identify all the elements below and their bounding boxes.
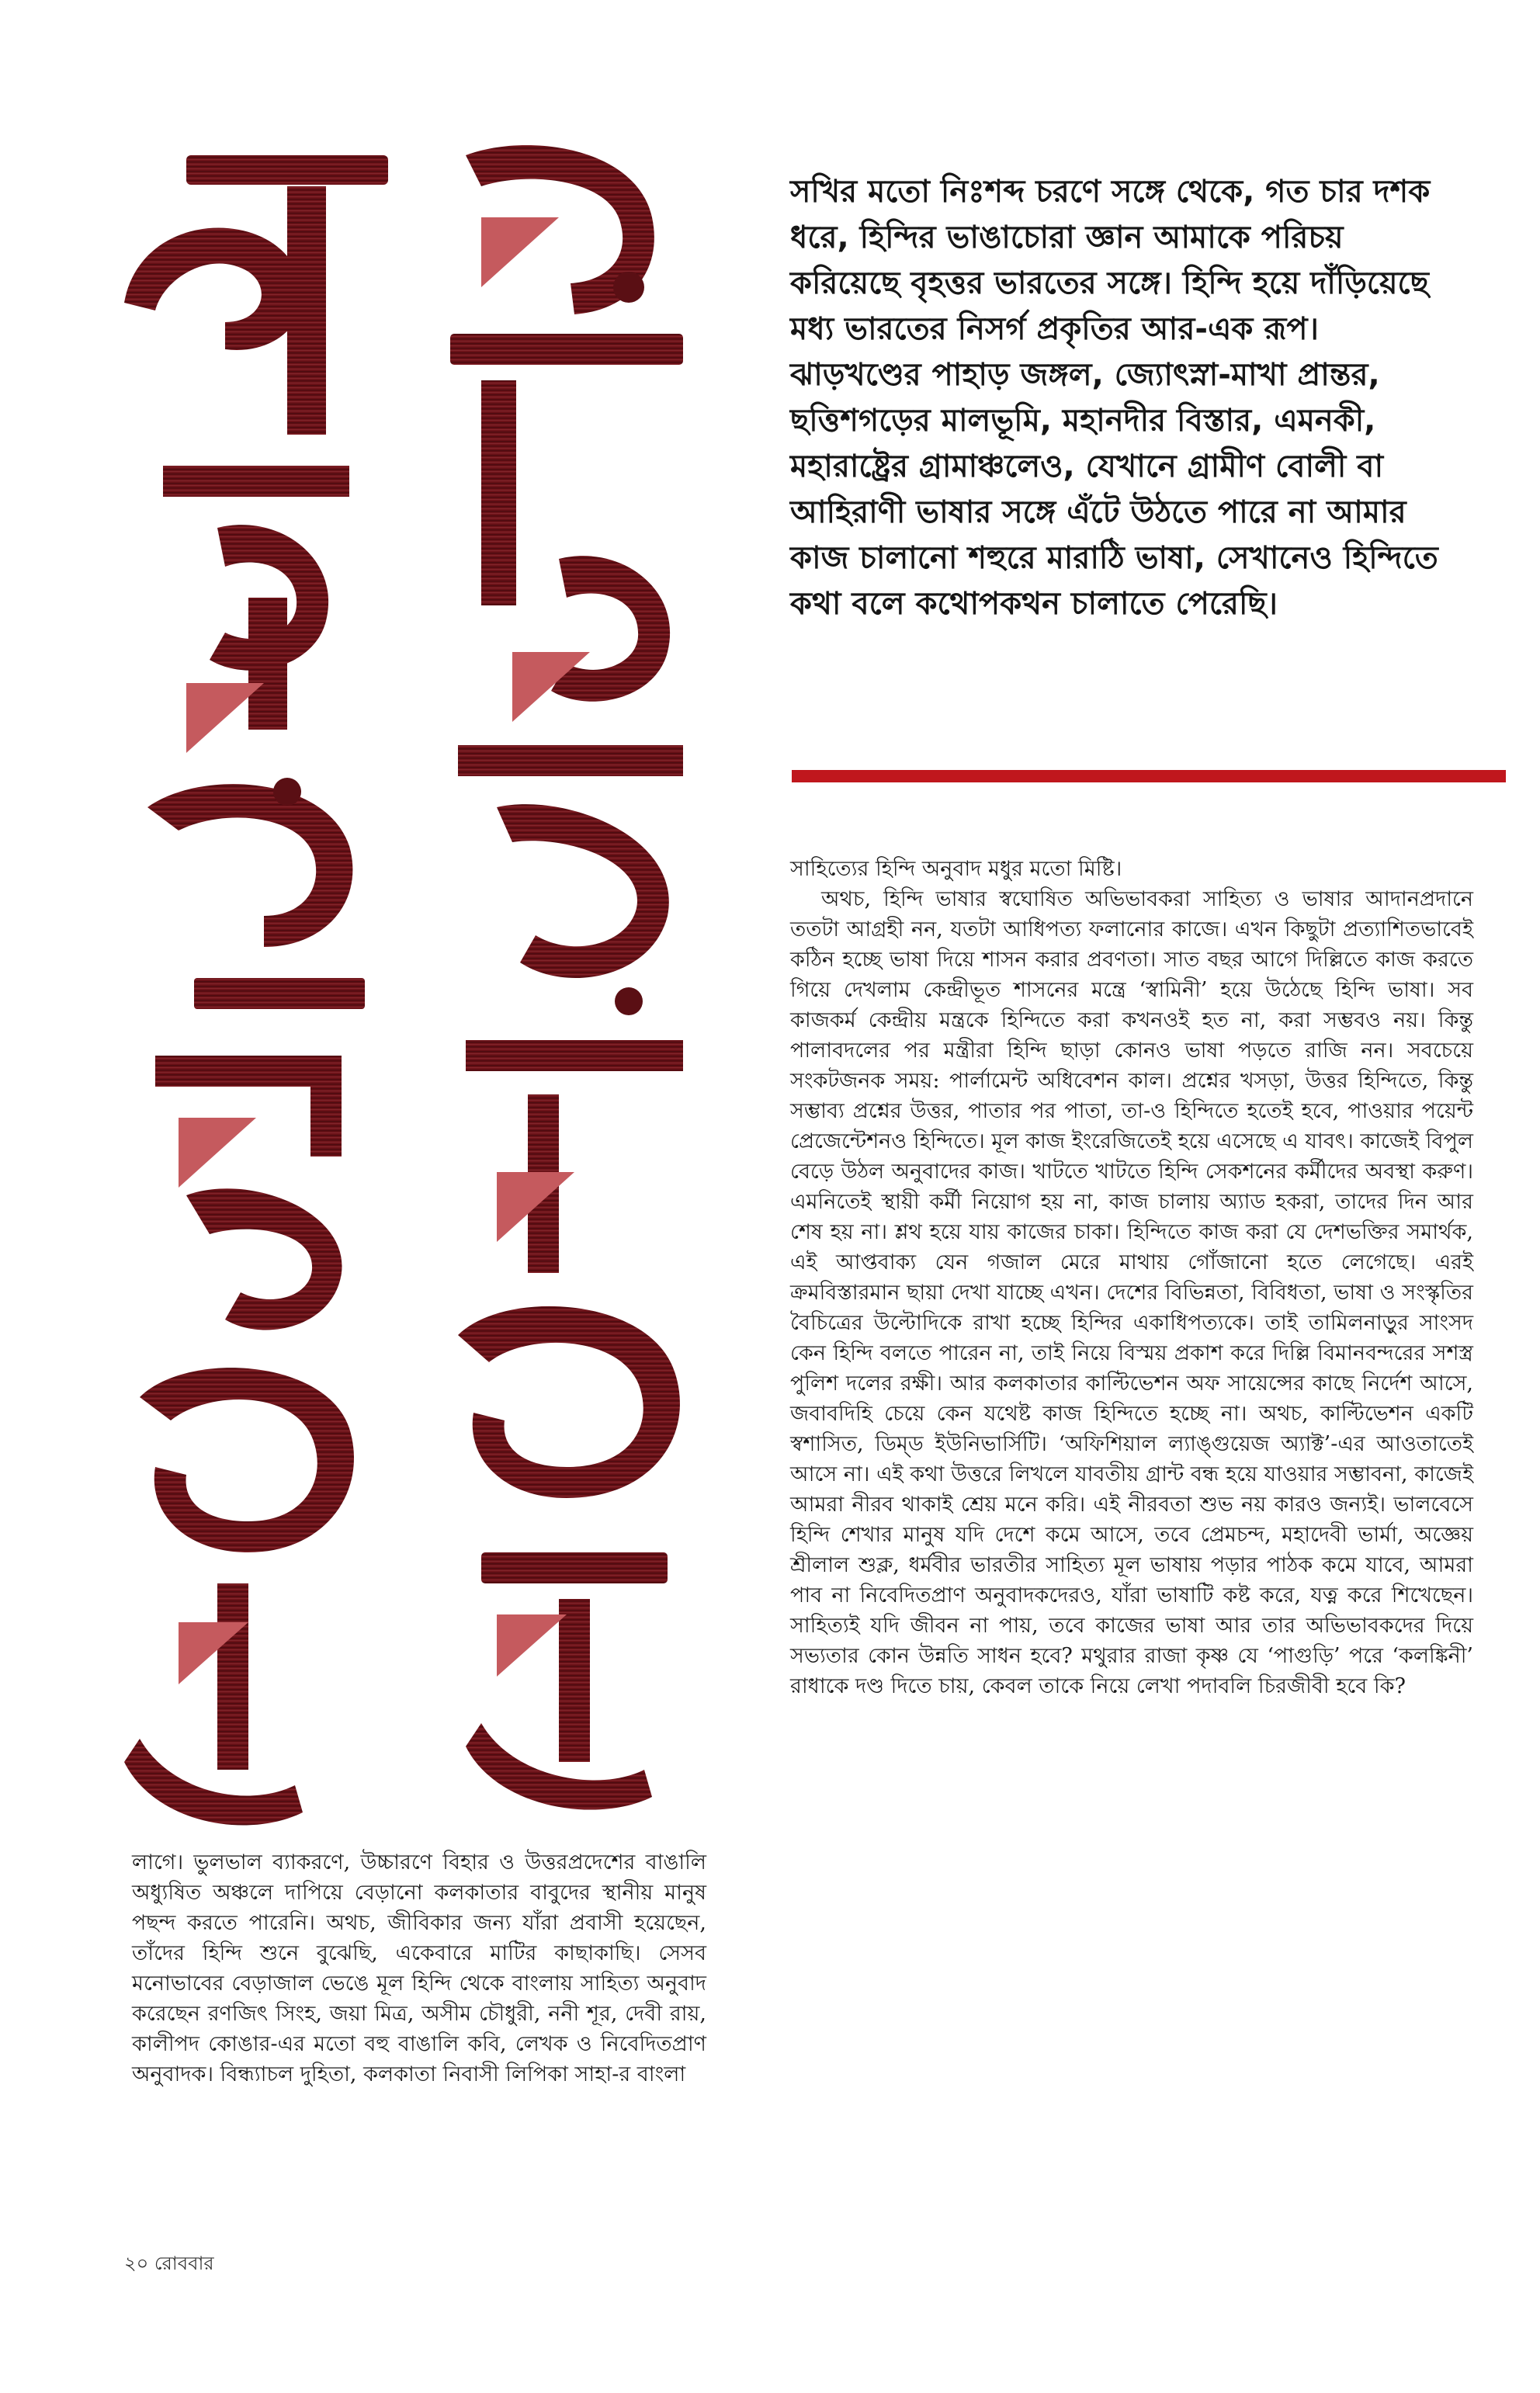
title-column-left — [124, 155, 388, 1826]
pull-quote: সখির মতো নিঃশব্দ চরণে সঙ্গে থেকে, গত চার দশক ধরে, হিন্দির ভাঙাচোরা জ্ঞান আমাকে পরিচয় করিয়েছে বৃহত্তর ভারতের সঙ্গে। হিন্দি হয়ে দাঁড়িয়েছে মধ্য ভারতের নিসর্গ প্রকৃতির আর-এক রূপ। ঝাড়খণ্ডের পাহাড় জঙ্গল, জ্যোৎস্না-মাখা প্রান্তর, ছত্তিশগড়ের মালভূমি, মহানদীর বিস্তার, এমনকী, মহারাষ্ট্রের গ্রামাঞ্চলেও, যেখানে গ্রামীণ বোলী বা আহিরাণী ভাষার সঙ্গে এঁটে উঠতে পারে না আমার কাজ চালানো শহুরে মারাঠি ভাষা, সেখানেও হিন্দিতে কথা বলে কথোপকথন চালাতে পেরেছি। — [790, 174, 1438, 622]
body-paragraph: অথচ, হিন্দি ভাষার স্বঘোষিত অভিভাবকরা সাহিত্য ও ভাষার আদানপ্রদানে ততটা আগ্রহী নন, যতটা আধিপত্য ফলানোর কাজে। এখন কিছুটা প্রত্যাশিতভাবেই কঠিন হচ্ছে ভাষা দিয়ে শাসন করার প্রবণতা। সাত বছর আগে দিল্লিতে কাজ করতে গিয়ে দেখলাম কেন্দ্রীভূত শাসনের মন্ত্রে ‘স্বামিনী’ হয়ে উঠেছে হিন্দি ভাষা। সব কাজকর্ম কেন্দ্রীয় মন্ত্রকে হিন্দিতে করা কখনওই হত না, করা সম্ভবও নয়। কিন্তু পালাবদলের পর মন্ত্রীরা হিন্দি ছাড়া কোনও ভাষা পড়তে রাজি নন। সবচেয়ে সংকটজনক সময়: পার্লামেন্ট অধিবেশন কাল। প্রশ্নের খসড়া, উত্তর হিন্দিতে, কিন্তু সম্ভাব্য প্রশ্নের উত্তর, পাতার পর পাতা, তা-ও হিন্দিতে হতেই হবে, পাওয়ার পয়েন্ট প্রেজেন্টেশনও হিন্দিতে। মূল কাজ ইংরেজিতেই হয়ে এসেছে এ যাবৎ। কাজেই বিপুল বেড়ে উঠল অনুবাদের কাজ। খাটতে খাটতে হিন্দি সেকশনের কর্মীদের অবস্থা করুণ। এমনিতেই স্থায়ী কর্মী নিয়োগ হয় না, কাজ চালায় অ্যাড হকরা, তাদের দিন আর শেষ হয় না। শ্লথ হয়ে যায় কাজের চাকা। হিন্দিতে কাজ করা যে দেশভক্তির সমার্থক, এই আপ্তবাক্য যেন গজাল মেরে মাথায় গোঁজানো হতে লেগেছে। এরই ক্রমবিস্তারমান ছায়া দেখা যাচ্ছে এখন। দেশের বিভিন্নতা, বিবিধতা, ভাষা ও সংস্কৃতির বৈচিত্রের উল্টোদিকে রাখা হচ্ছে হিন্দির একাধিপত্যকে। তাই তামিলনাড়ুর সাংসদ কেন হিন্দি বলতে পারেন না, তাই নিয়ে বিস্ময় প্রকাশ করে দিল্লি বিমানবন্দরের সশস্ত্র পুলিশ দলের রক্ষী। আর কলকাতার কাল্টিভেশন অফ সায়েন্সের কাছে নির্দেশ আসে, জবাবদিহি চেয়ে কেন যথেষ্ট কাজ হিন্দিতে হচ্ছে না। অথচ, কাল্টিভেশন একটি স্বশাসিত, ডিম্ড ইউনিভার্সিটি। ‘অফিশিয়াল ল্যাঙ্গুয়েজ অ্যাক্ট’-এর আওতাতেই আসে না। এই কথা উত্তরে লিখলে যাবতীয় গ্রান্ট বন্ধ হয়ে যাওয়ার সম্ভাবনা, কাজেই আমরা নীরব থাকাই শ্রেয় মনে করি। এই নীরবতা শুভ নয় কারও জন্যই। ভালবেসে হিন্দি শেখার মানুষ যদি দেশে কমে আসে, তবে প্রেমচন্দ, মহাদেবী ভার্মা, অজ্ঞেয় শ্রীলাল শুক্ল, ধর্মবীর ভারতীর সাহিত্য মূল ভাষায় পড়ার পাঠক কমে যাবে, আমরা পাব না নিবেদিতপ্রাণ অনুবাদকদেরও, যাঁরা ভাষাটি কষ্ট করে, যত্ন করে শিখেছেন। সাহিত্যই যদি জীবন না পায়, তবে কাজের ভাষা আর তার অভিভাবকদের দিয়ে সভ্যতার কোন উন্নতি সাধন হবে? মথুরার রাজা কৃষ্ণ যে ‘পাগুড়ি’ পরে ‘কলঙ্কিনী’ রাধাকে দণ্ড দিতে চায়, কেবল তাকে নিয়ে লেখা পদাবলি চিরজীবী হবে কি? — [790, 887, 1473, 1698]
body-paragraph: লাগে। ভুলভাল ব্যাকরণে, উচ্চারণে বিহার ও উত্তরপ্রদেশের বাঙালি অধ্যুষিত অঞ্চলে দাপিয়ে বেড়ানো কলকাতার বাবুদের স্থানীয় মানুষ পছন্দ করতে পারেনি। অথচ, জীবিকার জন্য যাঁরা প্রবাসী হয়েছেন, তাঁদের হিন্দি শুনে বুঝেছি, একেবারে মাটির কাছাকাছি। সেসব মনোভাবের বেড়াজাল ভেঙে মূল হিন্দি থেকে বাংলায় সাহিত্য অনুবাদ করেছেন রণজিৎ সিংহ, জয়া মিত্র, অসীম চৌধুরী, ননী শূর, দেবী রায়, কালীপদ কোঙার-এর মতো বহু বাঙালি কবি, লেখক ও নিবেদিতপ্রাণ অনুবাদক। বিন্ধ্যাচল দুহিতা, কলকাতা নিবাসী লিপিকা সাহা-র বাংলা — [132, 1850, 706, 2086]
body-paragraph: সাহিত্যের হিন্দি অনুবাদ মধুর মতো মিষ্টি। — [790, 857, 1122, 881]
title-calligraphy — [93, 124, 730, 1832]
page-folio: ২০ রোববার — [124, 2253, 214, 2274]
body-column-right — [790, 854, 1473, 1701]
body-column-left — [132, 1847, 706, 2090]
title-column-right — [450, 145, 683, 1810]
section-divider-rule — [792, 770, 1506, 782]
